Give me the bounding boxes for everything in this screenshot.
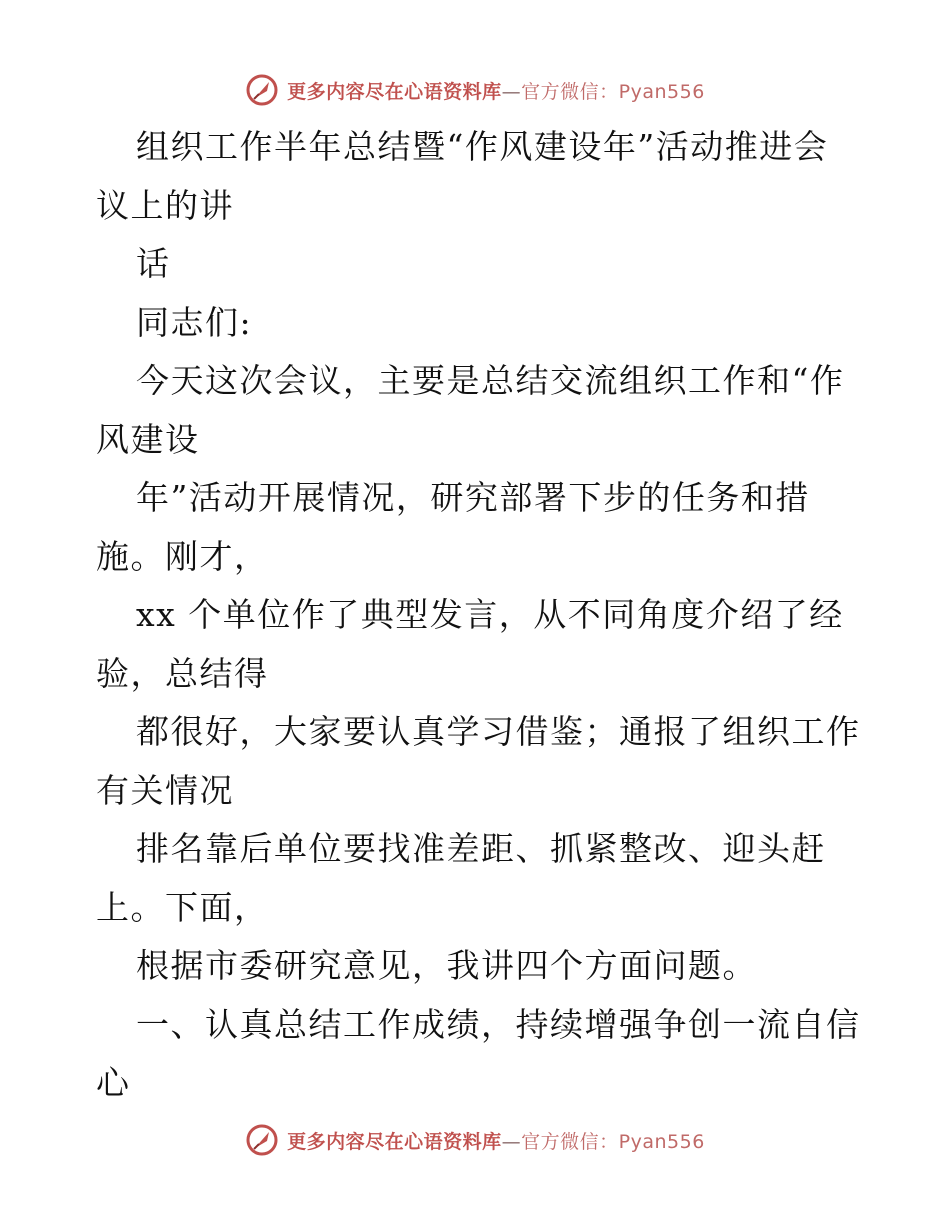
document-body	[96, 118, 866, 1113]
header-watermark	[0, 70, 950, 110]
text-line: 今天这次会议，主要是总结交流组织工作和“作	[136, 361, 845, 400]
text-line: 年”活动开展情况，研究部署下步的任务和措	[136, 478, 810, 517]
text-line: 有关情况	[96, 770, 234, 810]
watermark-text: 更多内容尽在心语资料库—官方微信：Pyan556	[287, 80, 705, 103]
text-line: 一、认真总结工作成绩，持续增强争创一流自信	[136, 1004, 861, 1044]
text-line: 同志们:	[136, 302, 253, 342]
quill-logo-icon	[245, 1123, 279, 1157]
text-line: 议上的讲	[96, 185, 234, 225]
text-line: 排名靠后单位要找准差距、抓紧整改、迎头赶	[136, 829, 826, 868]
text-line: 上。下面，	[96, 887, 269, 927]
watermark-text: 更多内容尽在心语资料库—官方微信：Pyan556	[287, 1130, 705, 1153]
text-line: 话	[136, 244, 171, 283]
text-line: xx 个单位作了典型发言，从不同角度介绍了经	[136, 595, 844, 634]
text-line: 都很好，大家要认真学习借鉴；通报了组织工作	[136, 712, 861, 751]
text-line: 组织工作半年总结暨“作风建设年”活动推进会	[136, 127, 829, 166]
text-line: 心	[96, 1063, 131, 1102]
quill-logo-icon	[245, 73, 279, 107]
footer-watermark	[0, 1120, 950, 1160]
text-line: 施。刚才，	[96, 536, 269, 576]
text-line: 风建设	[96, 419, 200, 459]
text-line: 根据市委研究意见，我讲四个方面问题。	[136, 946, 757, 985]
text-line: 验，总结得	[96, 653, 269, 693]
